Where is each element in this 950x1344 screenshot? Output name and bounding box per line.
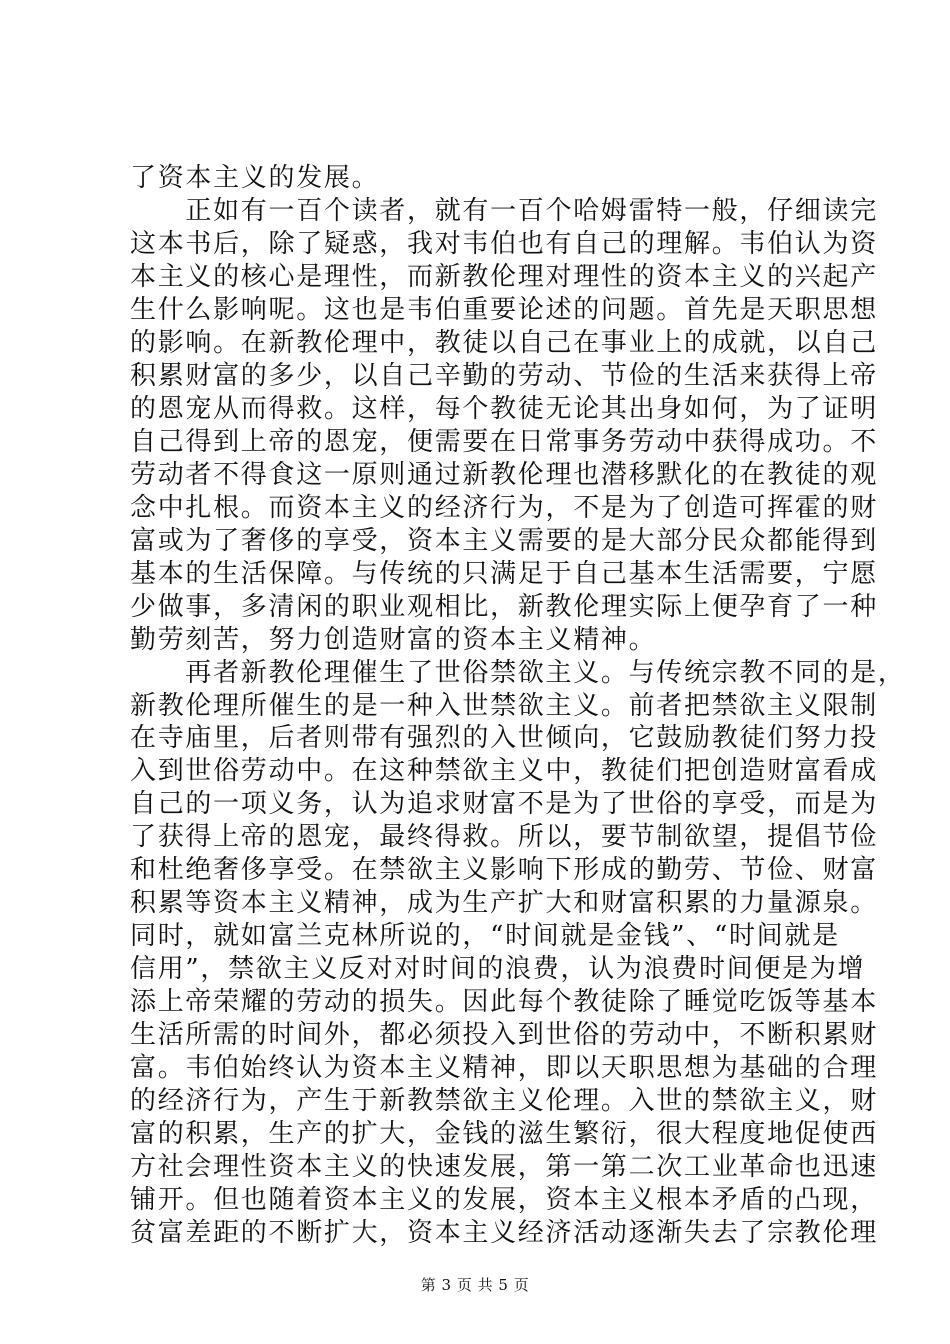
text-line: 生什么影响呢。这也是韦伯重要论述的问题。首先是天职思想 [130, 295, 878, 325]
text-line: 富。韦伯始终认为资本主义精神，即以天职思想为基础的合理 [130, 1053, 878, 1083]
text-line: 入到世俗劳动中。在这种禁欲主义中，教徒们把创造财富看成 [130, 756, 878, 786]
text-line: 贫富差距的不断扩大，资本主义经济活动逐渐失去了宗教伦理 [130, 1218, 878, 1248]
text-line: 自己的一项义务，认为追求财富不是为了世俗的享受，而是为 [130, 789, 878, 819]
text-line: 积累财富的多少，以自己辛勤的劳动、节俭的生活来获得上帝 [130, 361, 878, 391]
text-line: 富或为了奢侈的享受，资本主义需要的是大部分民众都能得到 [130, 526, 878, 556]
text-line: 本主义的核心是理性，而新教伦理对理性的资本主义的兴起产 [130, 262, 878, 292]
text-line: 积累等资本主义精神，成为生产扩大和财富积累的力量源泉。 [130, 888, 878, 918]
text-line: 了资本主义的发展。 [130, 163, 380, 193]
text-line: 的影响。在新教伦理中，教徒以自己在事业上的成就，以自己 [130, 328, 878, 358]
text-line: 再者新教伦理催生了世俗禁欲主义。与传统宗教不同的是， [130, 658, 906, 688]
text-line: 勤劳刻苦，努力创造财富的资本主义精神。 [130, 625, 657, 655]
text-line: 劳动者不得食这一原则通过新教伦理也潜移默化的在教徒的观 [130, 460, 878, 490]
text-line: 方社会理性资本主义的快速发展，第一第二次工业革命也迅速 [130, 1152, 878, 1182]
text-line: 基本的生活保障。与传统的只满足于自己基本生活需要，宁愿 [130, 559, 878, 589]
text-line: 富的积累，生产的扩大，金钱的滋生繁衍，很大程度地促使西 [130, 1119, 878, 1149]
text-line: 正如有一百个读者，就有一百个哈姆雷特一般，仔细读完 [130, 196, 878, 226]
text-line: 少做事，多清闲的职业观相比，新教伦理实际上便孕育了一种 [130, 592, 878, 622]
text-line: 的恩宠从而得救。这样，每个教徒无论其出身如何，为了证明 [130, 394, 878, 424]
text-line: 了获得上帝的恩宠，最终得救。所以，要节制欲望，提倡节俭 [130, 822, 878, 852]
text-line: 生活所需的时间外，都必须投入到世俗的劳动中，不断积累财 [130, 1020, 878, 1050]
text-line: 和杜绝奢侈享受。在禁欲主义影响下形成的勤劳、节俭、财富 [130, 855, 878, 885]
text-line: 信用”，禁欲主义反对对时间的浪费，认为浪费时间便是为增 [130, 954, 866, 984]
text-line: 在寺庙里，后者则带有强烈的入世倾向，它鼓励教徒们努力投 [130, 723, 878, 753]
text-line: 铺开。但也随着资本主义的发展，资本主义根本矛盾的凸现， [130, 1185, 878, 1215]
text-line: 的经济行为，产生于新教禁欲主义伦理。入世的禁欲主义，财 [130, 1086, 878, 1116]
text-line: 念中扎根。而资本主义的经济行为，不是为了创造可挥霍的财 [130, 493, 878, 523]
text-line: 同时，就如富兰克林所说的，“时间就是金钱”、“时间就是 [130, 921, 840, 951]
text-line: 这本书后，除了疑惑，我对韦伯也有自己的理解。韦伯认为资 [130, 229, 878, 259]
text-line: 新教伦理所催生的是一种入世禁欲主义。前者把禁欲主义限制 [130, 691, 878, 721]
text-line: 添上帝荣耀的劳动的损失。因此每个教徒除了睡觉吃饭等基本 [130, 987, 878, 1017]
page-footer: 第 3 页 共 5 页 [420, 1276, 530, 1294]
text-line: 自己得到上帝的恩宠，便需要在日常事务劳动中获得成功。不 [130, 427, 878, 457]
